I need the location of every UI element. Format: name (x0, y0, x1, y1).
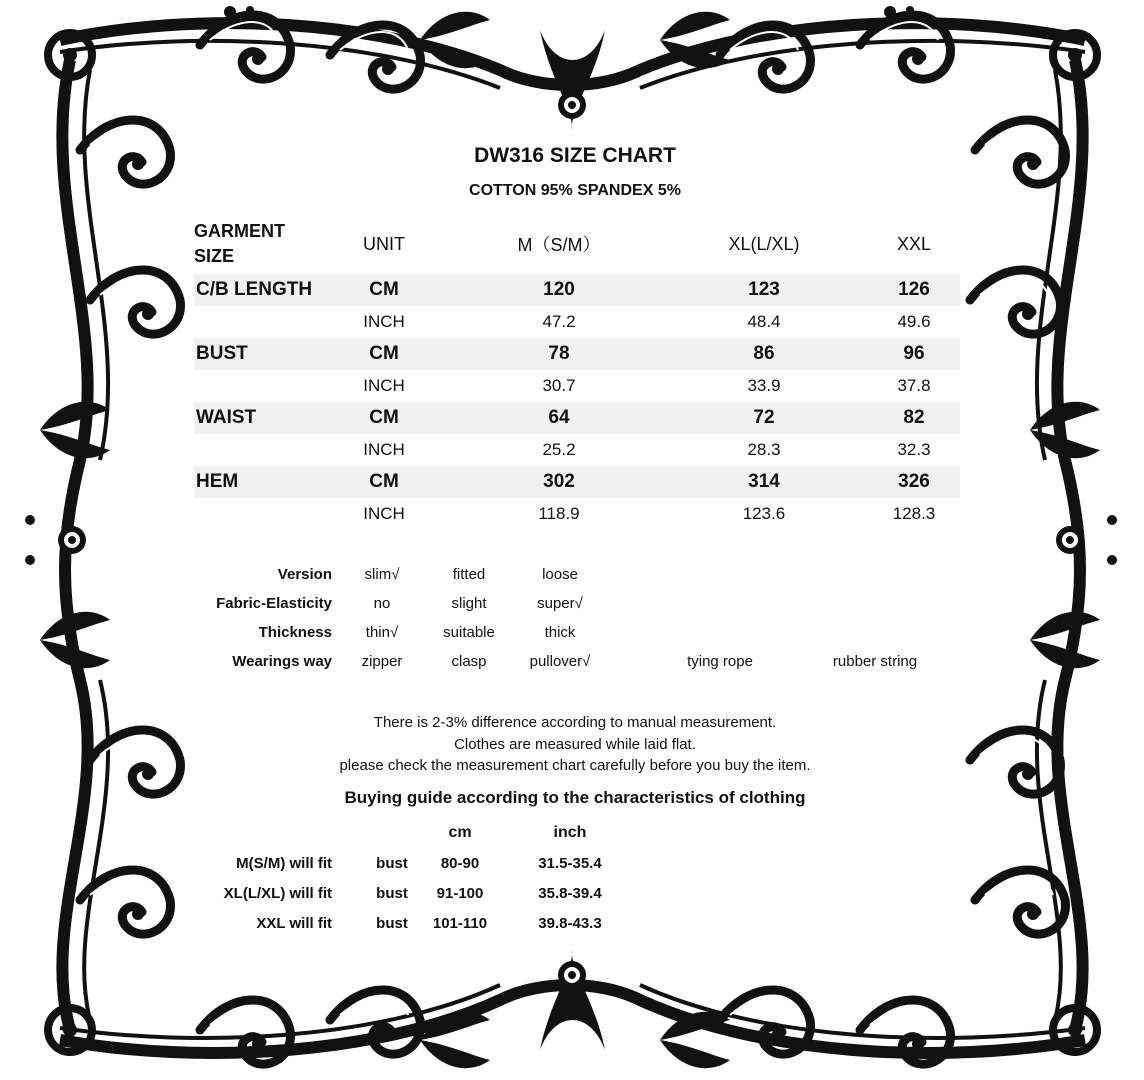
attribute-row-wearing-way (190, 647, 960, 676)
attribute-label: Fabric-Elasticity (216, 595, 332, 612)
guide-cm: 80-90 (440, 854, 480, 872)
attribute-option: suitable (443, 624, 495, 641)
guide-body-part: bust (376, 914, 408, 932)
header-size-m: M（S/M） (517, 235, 601, 255)
cell-xl: 86 (753, 343, 775, 364)
table-row (194, 306, 960, 338)
guide-size-label: XXL will fit (256, 914, 332, 932)
attribute-option: slim√ (364, 566, 400, 583)
cell-xxl: 32.3 (897, 440, 931, 459)
attribute-row-version (190, 560, 960, 589)
garment-attributes (190, 560, 960, 676)
header-size-xxl: XXL (896, 233, 932, 254)
row-unit: INCH (363, 504, 405, 523)
header-unit: UNIT (363, 233, 405, 254)
cell-xxl: 49.6 (897, 312, 931, 331)
table-row (194, 402, 960, 434)
guide-size-label: M(S/M) will fit (236, 854, 332, 872)
cell-m: 78 (548, 343, 570, 364)
table-row (194, 466, 960, 498)
table-row (194, 498, 960, 530)
cell-xxl: 126 (898, 279, 930, 300)
header-garment-size: GARMENT SIZE (194, 221, 285, 266)
right-ornament (970, 60, 1117, 1030)
row-unit: CM (369, 407, 399, 428)
guide-cm: 101-110 (432, 914, 488, 932)
cell-m: 302 (543, 471, 575, 492)
row-label: HEM (196, 471, 239, 492)
table-row (194, 434, 960, 466)
table-header (194, 214, 960, 274)
cell-m: 64 (548, 407, 570, 428)
row-unit: INCH (363, 376, 405, 395)
left-ornament (25, 60, 180, 1030)
table-row (194, 274, 960, 306)
row-label: C/B LENGTH (196, 279, 313, 300)
attribute-label: Wearings way (232, 653, 332, 670)
table-row (194, 338, 960, 370)
row-label: BUST (196, 343, 248, 364)
cell-m: 120 (543, 279, 575, 300)
attribute-option: no (373, 595, 391, 612)
attribute-option: thick (544, 624, 576, 641)
row-unit: CM (369, 471, 399, 492)
buying-guide-title: Buying guide according to the characteristics of clothing (344, 788, 806, 807)
guide-row (190, 848, 960, 878)
cell-xl: 48.4 (747, 312, 781, 331)
guide-inch: 39.8-43.3 (538, 914, 602, 932)
attribute-option: slight (451, 595, 487, 612)
cell-xxl: 326 (898, 471, 930, 492)
row-label: WAIST (196, 407, 257, 428)
cell-xxl: 128.3 (892, 504, 936, 523)
guide-cm: 91-100 (436, 884, 484, 902)
guide-inch: 31.5-35.4 (538, 854, 602, 872)
guide-body-part: bust (376, 884, 408, 902)
row-unit: CM (369, 279, 399, 300)
attribute-option: zipper (361, 653, 403, 670)
guide-body-part: bust (376, 854, 408, 872)
attribute-option: rubber string (832, 653, 918, 670)
attribute-option: clasp (451, 653, 487, 670)
attribute-option: loose (542, 566, 578, 583)
cell-m: 25.2 (542, 440, 576, 459)
guide-size-label: XL(L/XL) will fit (223, 884, 332, 902)
chart-title: DW316 SIZE CHART (474, 144, 676, 167)
cell-m: 30.7 (542, 376, 576, 395)
note-line: please check the measurement chart carefully before you buy the item. (339, 757, 811, 774)
bottom-ornament (60, 950, 1085, 1068)
attribute-label: Thickness (258, 624, 332, 641)
attribute-option: tying rope (687, 653, 753, 670)
attribute-option: super√ (537, 595, 583, 612)
attribute-row-elasticity (190, 589, 960, 618)
size-chart-content (190, 140, 960, 940)
attribute-option: thin√ (365, 624, 399, 641)
guide-inch: 35.8-39.4 (538, 884, 602, 902)
attribute-option: pullover√ (529, 653, 591, 670)
row-unit: INCH (363, 440, 405, 459)
attribute-label: Version (277, 566, 332, 583)
attribute-row-thickness (190, 618, 960, 647)
size-table (194, 214, 960, 530)
cell-xl: 123 (748, 279, 780, 300)
top-ornament (60, 6, 1085, 130)
guide-header (190, 818, 960, 848)
fabric-composition: COTTON 95% SPANDEX 5% (469, 182, 681, 199)
note-line: There is 2-3% difference according to manual measurement. (373, 714, 777, 731)
buying-guide-table (190, 818, 960, 938)
cell-xxl: 82 (903, 407, 925, 428)
table-row (194, 370, 960, 402)
cell-m: 118.9 (538, 504, 580, 523)
guide-row (190, 908, 960, 938)
cell-xxl: 96 (903, 343, 925, 364)
measurement-notes (190, 712, 960, 777)
guide-col-inch: inch (553, 824, 587, 841)
cell-xl: 314 (748, 471, 780, 492)
cell-xxl: 37.8 (897, 376, 931, 395)
note-line: Clothes are measured while laid flat. (454, 735, 696, 753)
cell-xl: 123.6 (742, 504, 786, 523)
cell-m: 47.2 (542, 312, 576, 331)
cell-xl: 72 (753, 407, 775, 428)
header-size-xl: XL(L/XL) (728, 233, 800, 254)
cell-xl: 28.3 (747, 440, 781, 459)
guide-row (190, 878, 960, 908)
row-unit: INCH (363, 312, 405, 331)
attribute-option: fitted (452, 566, 486, 583)
cell-xl: 33.9 (747, 376, 781, 395)
row-unit: CM (369, 343, 399, 364)
guide-col-cm: cm (448, 824, 472, 841)
